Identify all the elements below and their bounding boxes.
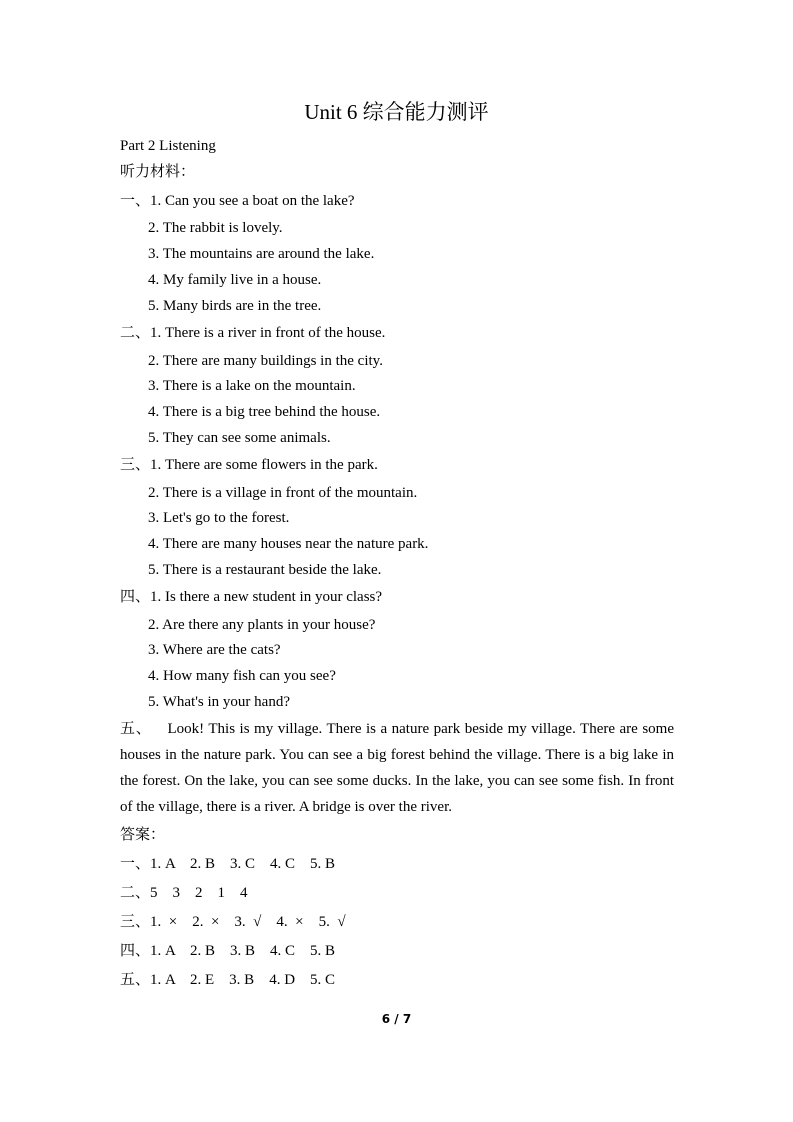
section-number: 二、 <box>120 325 151 341</box>
section-1-first <box>120 191 355 211</box>
answer-text: 1. A 2. B 3. B 4. C 5. B <box>150 943 336 959</box>
passage-text: Look! This is my village. There is a nature park beside my village. There are some houses in the nature park. You can see a big forest behind the village. There is a big lake in the forest. On the lake, you can see some ducks. In the lake, you can see some fish. In front of the village, there is a river. A bridge is over the river. <box>120 721 674 815</box>
list-item: 5. What's in your hand? <box>148 694 290 710</box>
section-number: 一、 <box>120 193 151 209</box>
section-number: 一、 <box>120 856 151 872</box>
list-item: 5. They can see some animals. <box>148 430 331 446</box>
answer-text: 1. A 2. E 3. B 4. D 5. C <box>150 972 336 988</box>
section-number: 五、 <box>120 972 151 988</box>
answer-row <box>120 912 346 932</box>
list-item: 4. There is a big tree behind the house. <box>148 404 381 420</box>
list-item: 2. The rabbit is lovely. <box>148 220 283 236</box>
list-item: 3. The mountains are around the lake. <box>148 246 375 262</box>
answers-label: 答案： <box>120 827 166 843</box>
section-4-first <box>120 587 382 607</box>
section-number: 三、 <box>120 457 151 473</box>
answer-text: 5 3 2 1 4 <box>150 885 248 901</box>
section-number: 三、 <box>120 914 151 930</box>
material-label: 听力材料： <box>120 164 196 180</box>
list-item: 2. There are many buildings in the city. <box>148 353 383 369</box>
list-item: 1. There is a river in front of the house. <box>150 325 386 341</box>
list-item: 1. There are some flowers in the park. <box>150 457 378 473</box>
list-item: 4. My family live in a house. <box>148 272 322 288</box>
list-item: 5. There is a restaurant beside the lake. <box>148 562 382 578</box>
answer-row <box>120 941 335 961</box>
page-title: Unit 6 综合能力测评 <box>304 100 489 124</box>
list-item: 4. How many fish can you see? <box>148 668 336 684</box>
section-number: 五、 <box>120 721 152 737</box>
answer-text: 1. A 2. B 3. C 4. C 5. B <box>150 856 336 872</box>
part-heading: Part 2 Listening <box>120 138 216 154</box>
list-item: 3. There is a lake on the mountain. <box>148 378 356 394</box>
section-3-first <box>120 455 378 475</box>
section-number: 四、 <box>120 589 151 605</box>
passage <box>120 716 674 820</box>
section-2-first <box>120 323 385 343</box>
list-item: 1. Is there a new student in your class? <box>150 589 383 605</box>
list-item: 5. Many birds are in the tree. <box>148 298 322 314</box>
answer-row <box>120 970 335 990</box>
list-item: 2. There is a village in front of the mountain. <box>148 485 418 501</box>
answer-text: 1. × 2. × 3. √ 4. × 5. √ <box>150 914 346 930</box>
section-number: 二、 <box>120 885 151 901</box>
page-number: 6 / 7 <box>381 1012 412 1026</box>
list-item: 3. Let's go to the forest. <box>148 510 290 526</box>
list-item: 3. Where are the cats? <box>148 642 281 658</box>
answer-row <box>120 854 335 874</box>
section-number: 四、 <box>120 943 151 959</box>
list-item: 2. Are there any plants in your house? <box>148 617 376 633</box>
list-item: 1. Can you see a boat on the lake? <box>150 193 355 209</box>
answer-row <box>120 883 248 903</box>
list-item: 4. There are many houses near the nature park. <box>148 536 429 552</box>
